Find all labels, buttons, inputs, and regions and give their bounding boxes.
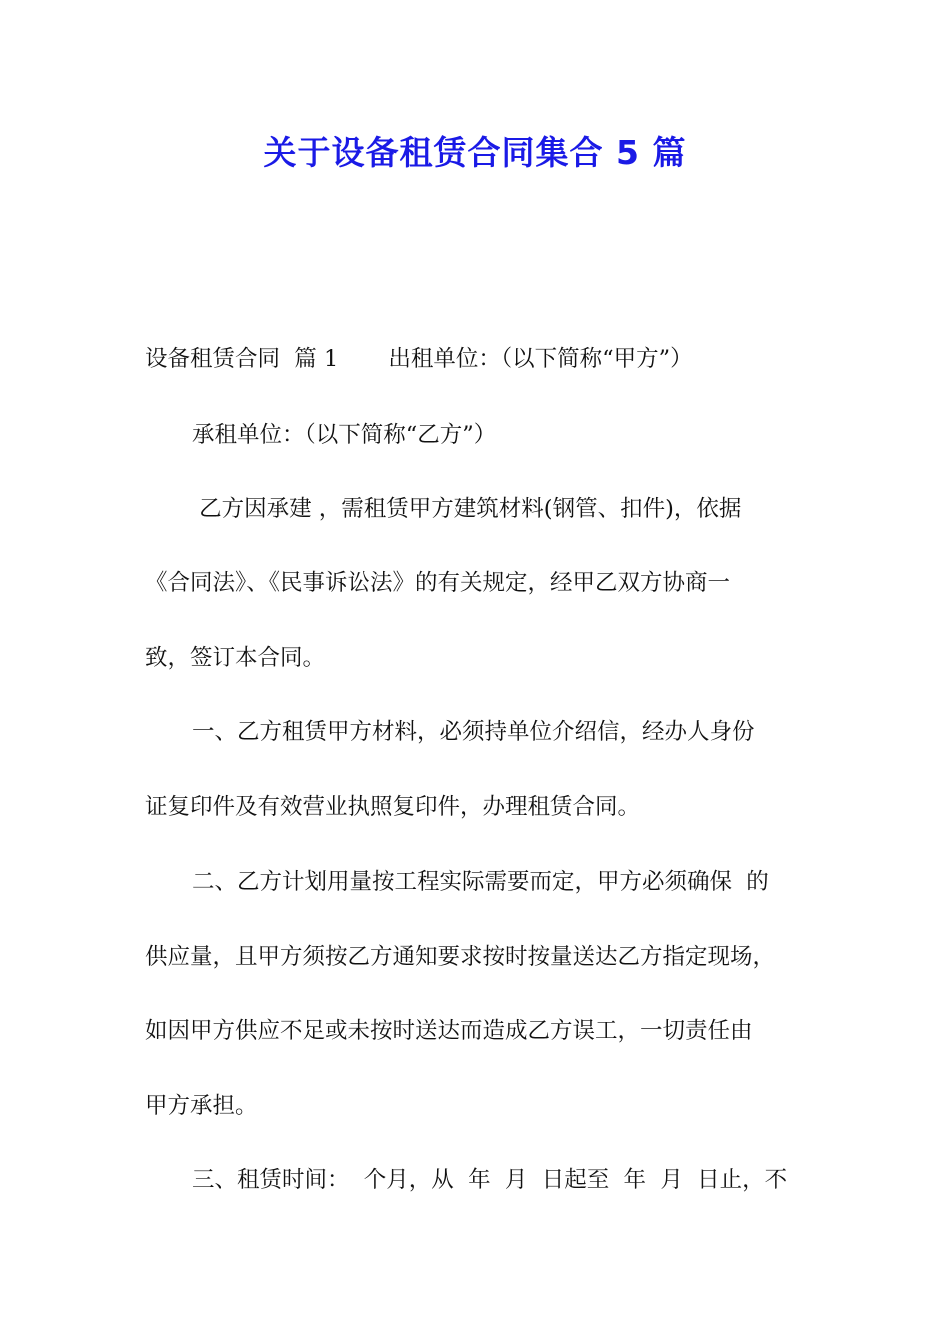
paragraph-line: 一、乙方租赁甲方材料，必须持单位介绍信，经办人身份 [192, 719, 755, 745]
paragraph-line: 二、乙方计划用量按工程实际需要而定，甲方必须确保 的 [192, 869, 769, 895]
paragraph-line: 致，签订本合同。 [145, 645, 326, 671]
paragraph-line: 供应量，且甲方须按乙方通知要求按时按量送达乙方指定现场， [145, 944, 776, 970]
paragraph-line: 《合同法》、《民事诉讼法》的有关规定，经甲乙双方协商一 [145, 570, 731, 596]
document-title: 关于设备租赁合同集合 5 篇 [263, 133, 687, 172]
paragraph-line: 设备租赁合同 篇 1 出租单位：（以下简称“甲方”） [145, 346, 693, 372]
paragraph-line: 甲方承担。 [145, 1093, 258, 1119]
paragraph-line: 承租单位：（以下简称“乙方”） [192, 422, 497, 448]
paragraph-line: 证复印件及有效营业执照复印件，办理租赁合同。 [145, 794, 641, 820]
paragraph-line: 乙方因承建 ，需租赁甲方建筑材料(钢管、扣件)，依据 [192, 496, 742, 522]
paragraph-line: 如因甲方供应不足或未按时送达而造成乙方误工，一切责任由 [145, 1018, 753, 1044]
paragraph-line: 三、租赁时间： 个月，从 年 月 日起至 年 月 日止，不 [192, 1167, 788, 1193]
